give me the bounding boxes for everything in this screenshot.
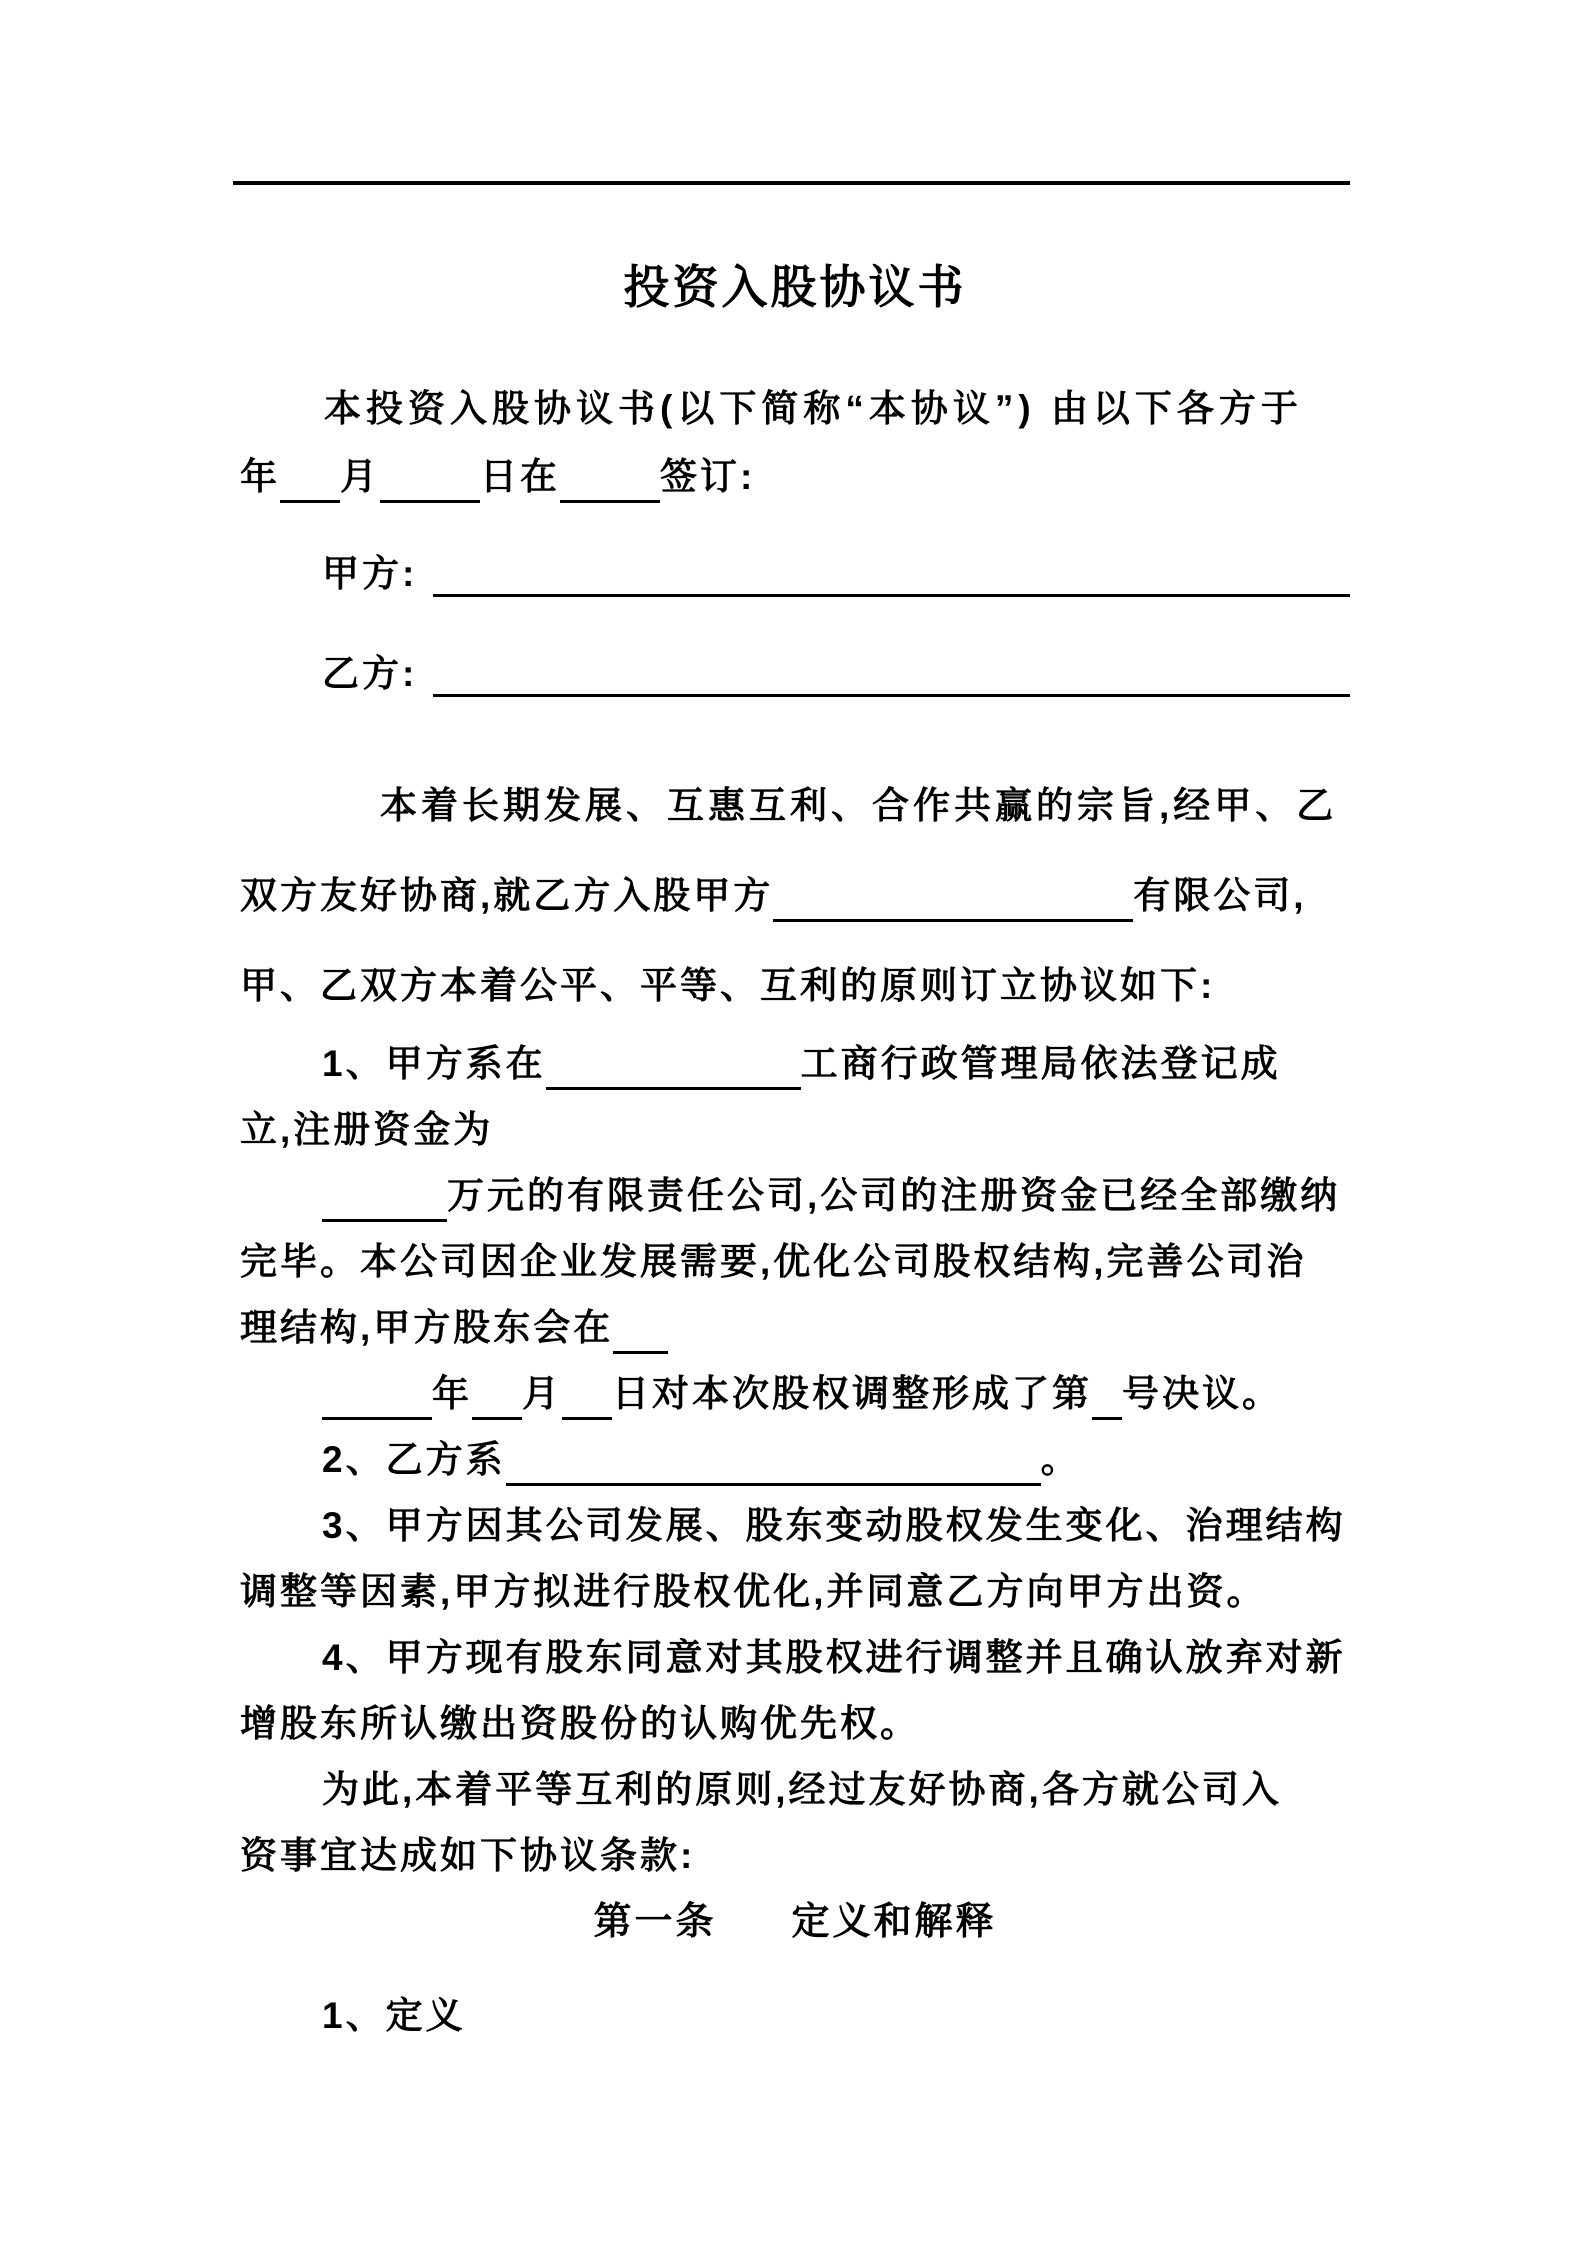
party-a-label: 甲方: xyxy=(322,553,418,594)
clause-4-line-2: 增股东所认缴出资股份的认购优先权。 xyxy=(240,1703,920,1744)
resolution-day-blank xyxy=(562,1417,612,1420)
clause-2 xyxy=(240,1427,1350,1493)
intro-paragraph xyxy=(240,375,1350,511)
clause-2-text: 2、乙方系 xyxy=(322,1439,506,1480)
clause-1-line-5 xyxy=(240,1295,1350,1361)
year-blank xyxy=(280,500,340,503)
preamble-line-3: 甲、乙双方本着公平、平等、互利的原则订立协议如下: xyxy=(240,965,1216,1006)
month-blank xyxy=(380,500,480,503)
intro-month-label: 月 xyxy=(340,456,380,497)
party-b-identity-blank xyxy=(506,1483,1041,1486)
clause-2-suffix: 。 xyxy=(1040,1439,1081,1480)
meeting-blank xyxy=(613,1351,668,1354)
resolution-year-blank xyxy=(322,1417,432,1420)
clause-1 xyxy=(240,1031,1350,1427)
resolution-year-label: 年 xyxy=(432,1373,472,1414)
document-title: 投资入股协议书 xyxy=(623,261,967,313)
preamble-line-2-text: 双方友好协商,就乙方入股甲方 xyxy=(240,875,774,916)
clause-4-line-1: 4、甲方现有股东同意对其股权进行调整并且确认放弃对新 xyxy=(322,1637,1346,1678)
clause-1-line-2: 立,注册资金为 xyxy=(240,1109,494,1150)
clause-1-line-1-text: 1、甲方系在 xyxy=(322,1043,546,1084)
clause-1-line-1-suffix: 工商行政管理局依法登记成 xyxy=(800,1043,1281,1084)
closing-line-2: 资事宜达成如下协议条款: xyxy=(240,1835,696,1876)
definition-subheading: 1、定义 xyxy=(322,1995,466,2036)
preamble-line-2-suffix: 有限公司, xyxy=(1133,875,1307,916)
closing-line-1: 为此,本着平等互利的原则,经过友好协商,各方就公司入 xyxy=(322,1769,1282,1810)
clause-4 xyxy=(240,1625,1350,1757)
clause-3-line-1: 3、甲方因其公司发展、股东变动股权发生变化、治理结构 xyxy=(322,1505,1346,1546)
place-blank xyxy=(560,500,660,503)
resolution-month-blank xyxy=(472,1417,522,1420)
intro-line-2 xyxy=(240,443,1350,511)
section-1-heading xyxy=(240,1889,1350,1955)
intro-line-1: 本投资入股协议书(以下简称“本协议”) 由以下各方于 xyxy=(324,388,1303,429)
resolution-text: 日对本次股权调整形成了第 xyxy=(612,1373,1092,1414)
party-b-label: 乙方: xyxy=(322,653,418,694)
party-a-blank xyxy=(433,590,1350,597)
section-1-number: 第一条 xyxy=(593,1901,717,1943)
intro-sign-label: 签订: xyxy=(660,456,756,497)
party-b-row xyxy=(240,651,1350,697)
preamble-paragraph xyxy=(240,761,1350,1031)
clauses-block xyxy=(240,1031,1350,2049)
company-name-blank xyxy=(773,919,1133,922)
resolution-number-blank xyxy=(1092,1417,1122,1420)
preamble-line-2 xyxy=(240,851,1350,941)
party-b-blank xyxy=(433,690,1350,697)
intro-year-label: 年 xyxy=(240,456,280,497)
clause-1-line-1 xyxy=(240,1031,1350,1097)
registry-blank xyxy=(546,1087,801,1090)
party-a-row xyxy=(240,551,1350,597)
clause-3-line-2: 调整等因素,甲方拟进行股权优化,并同意乙方向甲方出资。 xyxy=(240,1571,1267,1612)
capital-amount-blank xyxy=(322,1219,447,1222)
intro-day-at-label: 日在 xyxy=(480,456,560,497)
clause-1-line-4: 完毕。本公司因企业发展需要,优化公司股权结构,完善公司治 xyxy=(240,1241,1307,1282)
clause-1-line-5-text: 理结构,甲方股东会在 xyxy=(240,1307,614,1348)
header-rule xyxy=(233,181,1350,185)
resolution-suffix: 号决议。 xyxy=(1122,1373,1282,1414)
resolution-month-label: 月 xyxy=(522,1373,562,1414)
preamble-line-1: 本着长期发展、互惠互利、合作共赢的宗旨,经甲、乙 xyxy=(380,785,1338,826)
section-1-title: 定义和解释 xyxy=(791,1901,997,1943)
clause-1-line-3-text: 万元的有限责任公司,公司的注册资金已经全部缴纳 xyxy=(447,1175,1341,1216)
clause-1-line-3 xyxy=(240,1163,1350,1229)
clause-3 xyxy=(240,1493,1350,1625)
clause-1-line-6 xyxy=(240,1361,1350,1427)
closing-paragraph xyxy=(240,1757,1350,1889)
